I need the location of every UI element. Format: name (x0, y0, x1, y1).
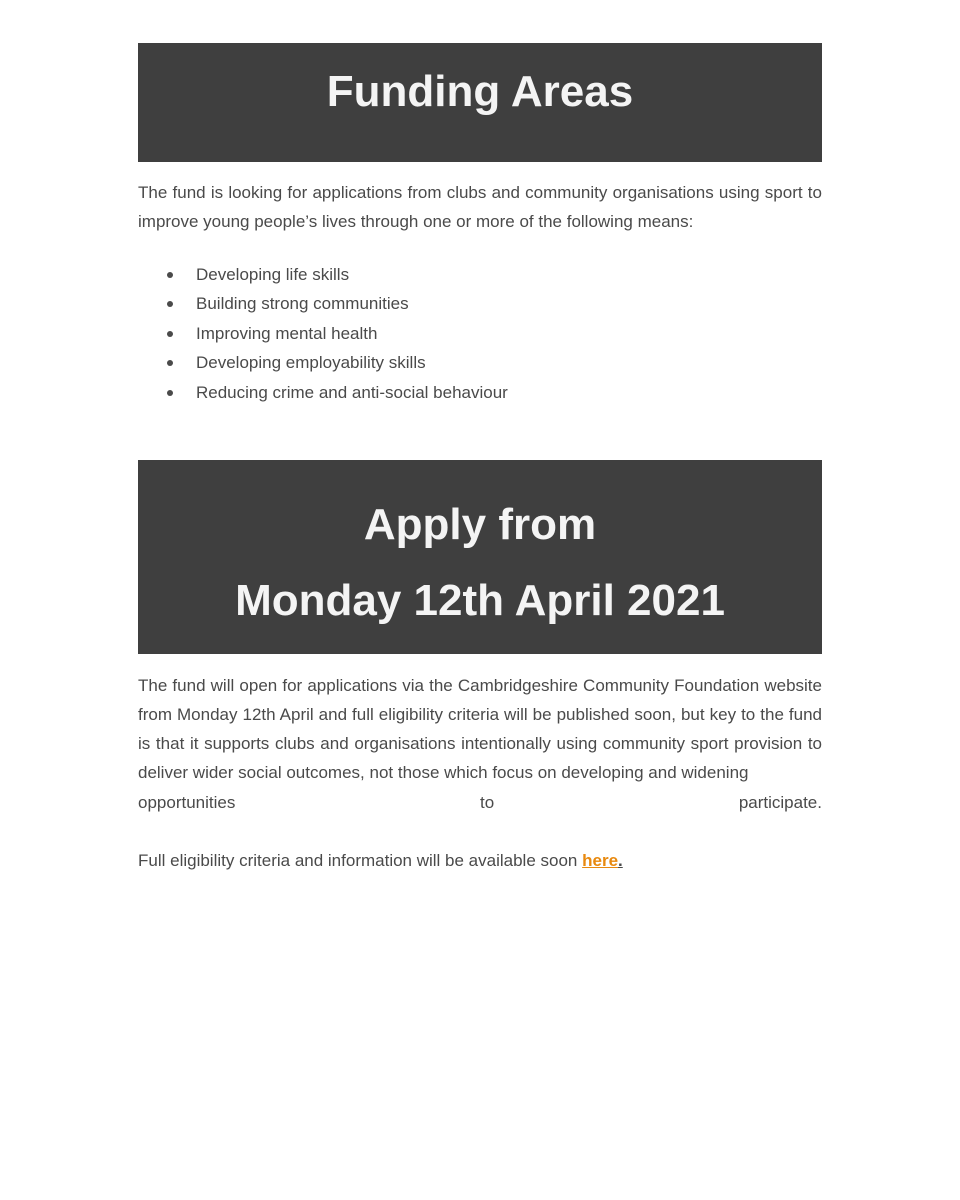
bullet-icon (167, 390, 173, 396)
funding-areas-heading: Funding Areas (326, 67, 634, 116)
list-item (138, 260, 822, 290)
funding-means-list (138, 260, 822, 408)
last-line-word: participate. (738, 792, 822, 812)
list-item (138, 289, 822, 319)
application-info-last-line (138, 788, 822, 817)
bullet-icon (167, 360, 173, 366)
eligibility-note-period: . (618, 851, 623, 871)
last-line-word: opportunities (138, 792, 236, 812)
list-item (138, 348, 822, 378)
list-item-label: Developing life skills (196, 264, 350, 284)
apply-date-heading: Monday 12th April 2021 (235, 575, 725, 625)
list-item-label: Developing employability skills (196, 353, 426, 373)
list-item-label: Improving mental health (196, 323, 378, 343)
funding-intro-paragraph: The fund is looking for applications from clubs and community organisations using sport to improve young people’s lives through one or more of the following means: (138, 183, 822, 232)
list-item (138, 319, 822, 349)
application-info-text: The fund will open for applications via the Cambridgeshire Community Foundation website from Monday 12th April and full eligibility criteria will be published soon, but key to the fund is that it supports clubs and organisations intentionally using community sport provision to deliver wider social outcomes, not those which focus on developing and widening (138, 675, 822, 783)
document-page (138, 43, 822, 875)
eligibility-note (138, 846, 822, 875)
last-line-word: to (479, 792, 495, 812)
eligibility-note-text: Full eligibility criteria and information will be available soon (138, 851, 583, 871)
list-item-label: Building strong communities (196, 294, 409, 314)
list-item-label: Reducing crime and anti-social behaviour (196, 382, 508, 402)
apply-from-heading: Apply from (363, 499, 597, 549)
bullet-icon (167, 331, 173, 337)
funding-areas-banner (138, 43, 822, 162)
apply-from-banner (138, 460, 822, 654)
bullet-icon (167, 272, 173, 278)
here-link[interactable]: here (582, 851, 619, 871)
application-info-paragraph (138, 671, 822, 817)
bullet-icon (167, 301, 173, 307)
list-item (138, 378, 822, 408)
